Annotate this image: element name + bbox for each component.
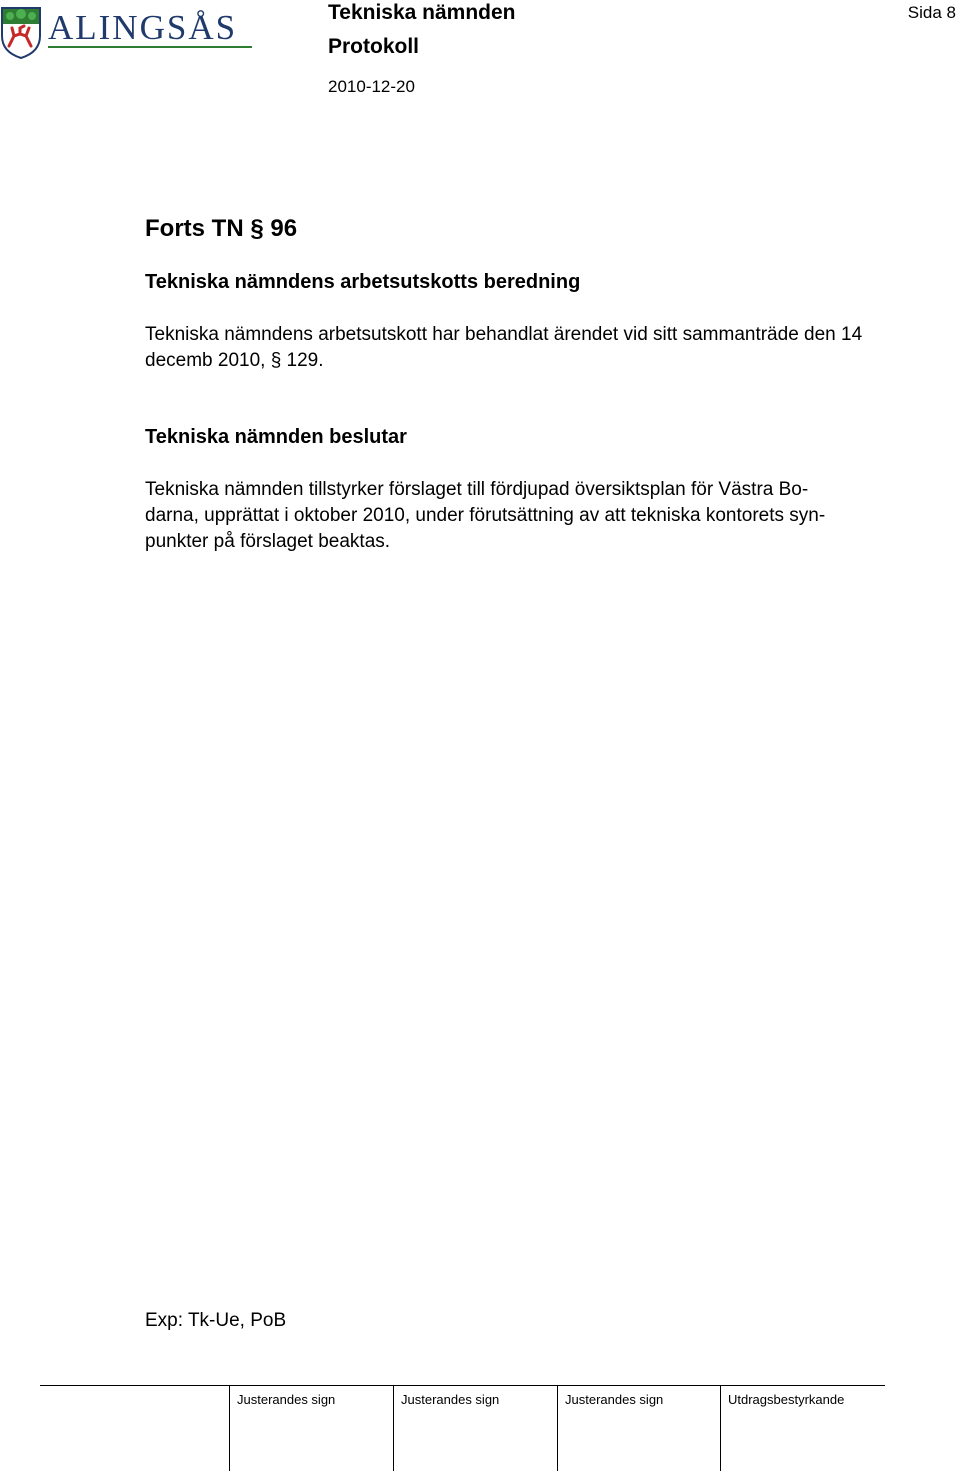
alingsas-logo <box>0 6 260 60</box>
committee-title: Tekniska nämnden <box>328 1 516 24</box>
document-date: 2010-12-20 <box>328 77 415 96</box>
signature-divider <box>40 1385 885 1386</box>
preparation-paragraph: Tekniska nämndens arbetsutskott har behandlat ärendet vid sitt sammanträde den 14 decemb 2010, § 129. <box>145 324 863 371</box>
signature-box-3 <box>557 1386 558 1471</box>
signature-label: Justerandes sign <box>565 1392 664 1407</box>
signature-label: Justerandes sign <box>401 1392 500 1407</box>
decision-paragraph <box>145 477 885 555</box>
case-heading: Forts TN § 96 <box>145 215 298 242</box>
signature-box-2 <box>393 1386 394 1471</box>
section-heading-decision: Tekniska nämnden beslutar <box>145 426 407 448</box>
decision-line: Tekniska nämnden tillstyrker förslaget till fördjupad översiktsplan för Västra Bo- <box>145 479 809 500</box>
logo-wordmark: ALINGSÅS <box>48 8 238 47</box>
document-type: Protokoll <box>328 35 420 58</box>
extract-certification-label: Utdragsbestyrkande <box>728 1392 845 1407</box>
signature-box-1 <box>229 1386 230 1471</box>
decision-line: punkter på förslaget beaktas. <box>145 531 391 552</box>
decision-line: darna, upprättat i oktober 2010, under förutsättning av att tekniska kontorets syn- <box>145 505 826 526</box>
signature-box-4 <box>720 1386 721 1471</box>
expedition-note: Exp: Tk-Ue, PoB <box>145 1310 287 1331</box>
section-heading-preparation: Tekniska nämndens arbetsutskotts beredning <box>145 271 581 293</box>
coat-of-arms-icon <box>2 8 40 58</box>
signature-label: Justerandes sign <box>237 1392 336 1407</box>
page-number: Sida 8 <box>907 3 956 22</box>
